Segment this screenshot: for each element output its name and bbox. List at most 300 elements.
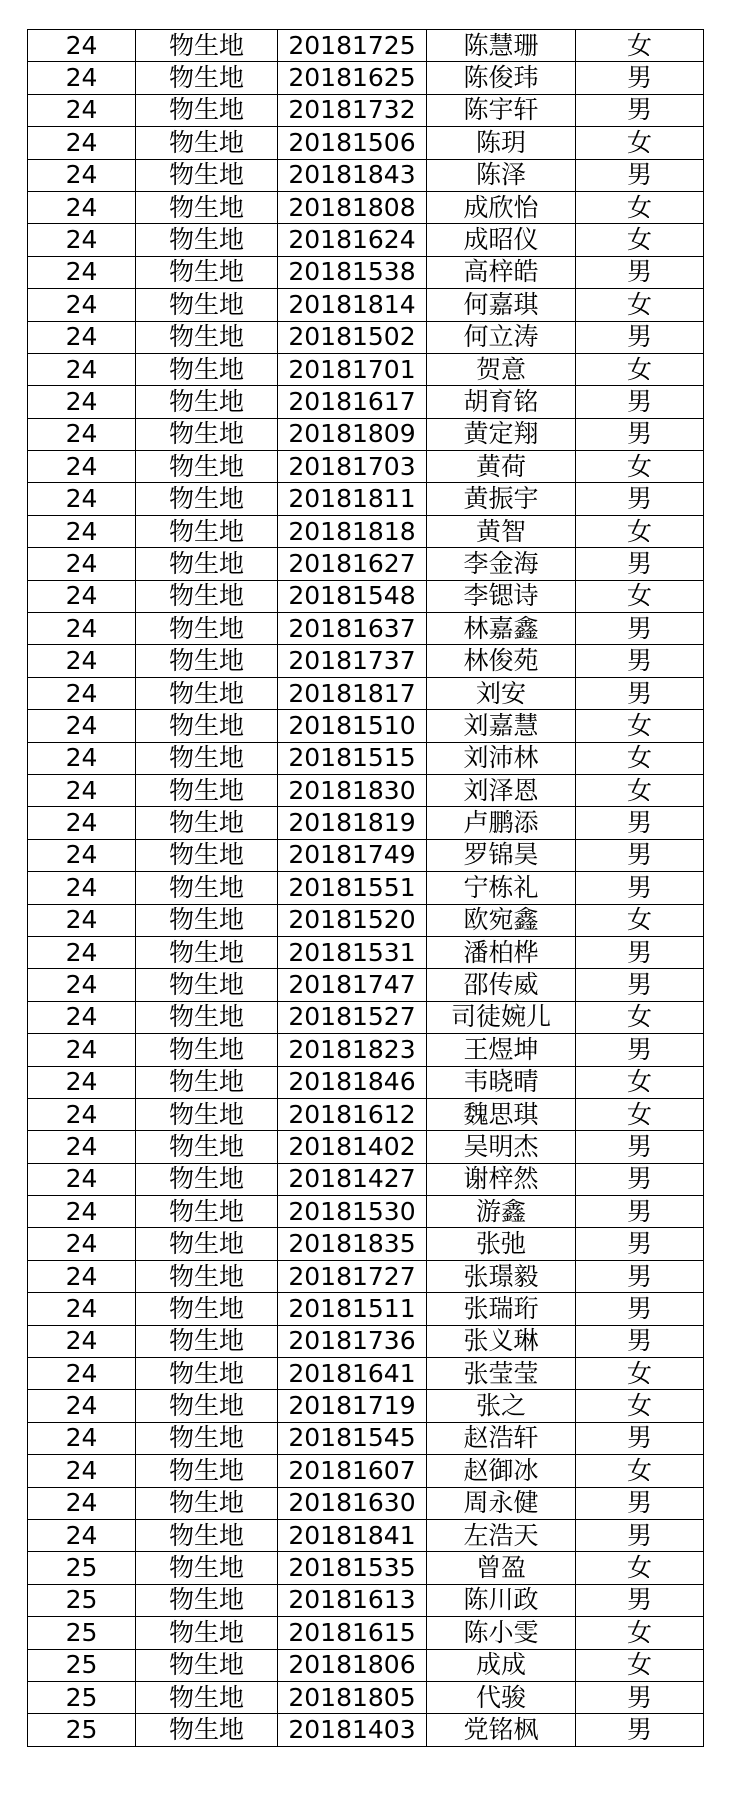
student-name-cell: 林俊苑	[427, 645, 576, 677]
subject-combo-cell: 物生地	[136, 580, 278, 612]
gender-cell: 女	[576, 1358, 704, 1390]
subject-combo-cell: 物生地	[136, 256, 278, 288]
subject-combo-cell: 物生地	[136, 839, 278, 871]
gender-cell: 男	[576, 321, 704, 353]
student-name-cell: 黄荷	[427, 451, 576, 483]
table-row	[28, 353, 704, 385]
student-name-cell: 陈川政	[427, 1584, 576, 1616]
student-name-cell: 陈宇轩	[427, 94, 576, 126]
gender-cell: 男	[576, 483, 704, 515]
student-name-cell: 吴明杰	[427, 1131, 576, 1163]
table-row	[28, 1681, 704, 1713]
student-name-cell: 成昭仪	[427, 224, 576, 256]
student-name-cell: 陈俊玮	[427, 62, 576, 94]
gender-cell: 女	[576, 191, 704, 223]
class-cell: 24	[28, 94, 136, 126]
class-cell: 25	[28, 1714, 136, 1746]
student-id-cell: 20181818	[278, 515, 427, 547]
class-cell: 25	[28, 1649, 136, 1681]
subject-combo-cell: 物生地	[136, 742, 278, 774]
student-id-cell: 20181538	[278, 256, 427, 288]
student-id-cell: 20181749	[278, 839, 427, 871]
student-id-cell: 20181402	[278, 1131, 427, 1163]
gender-cell: 男	[576, 548, 704, 580]
class-cell: 24	[28, 62, 136, 94]
student-name-cell: 陈慧珊	[427, 30, 576, 62]
gender-cell: 男	[576, 677, 704, 709]
class-cell: 24	[28, 1487, 136, 1519]
student-id-cell: 20181531	[278, 936, 427, 968]
student-name-cell: 黄定翔	[427, 418, 576, 450]
student-id-cell: 20181551	[278, 872, 427, 904]
student-id-cell: 20181809	[278, 418, 427, 450]
table-row	[28, 256, 704, 288]
class-cell: 24	[28, 451, 136, 483]
gender-cell: 女	[576, 1066, 704, 1098]
student-name-cell: 张璟毅	[427, 1260, 576, 1292]
student-name-cell: 王煜坤	[427, 1034, 576, 1066]
student-id-cell: 20181841	[278, 1519, 427, 1551]
class-cell: 24	[28, 1519, 136, 1551]
student-id-cell: 20181817	[278, 677, 427, 709]
table-row	[28, 580, 704, 612]
subject-combo-cell: 物生地	[136, 1487, 278, 1519]
student-id-cell: 20181617	[278, 386, 427, 418]
table-row	[28, 321, 704, 353]
table-row	[28, 1001, 704, 1033]
table-row	[28, 483, 704, 515]
class-cell: 24	[28, 969, 136, 1001]
class-cell: 24	[28, 1001, 136, 1033]
gender-cell: 女	[576, 451, 704, 483]
student-id-cell: 20181427	[278, 1163, 427, 1195]
class-cell: 24	[28, 1034, 136, 1066]
student-id-cell: 20181502	[278, 321, 427, 353]
student-id-cell: 20181612	[278, 1098, 427, 1130]
student-name-cell: 卢鹏添	[427, 807, 576, 839]
gender-cell: 女	[576, 742, 704, 774]
gender-cell: 女	[576, 1390, 704, 1422]
class-cell: 24	[28, 289, 136, 321]
student-name-cell: 党铭枫	[427, 1714, 576, 1746]
table-row	[28, 904, 704, 936]
table-row	[28, 677, 704, 709]
student-id-cell: 20181737	[278, 645, 427, 677]
table-row	[28, 1584, 704, 1616]
gender-cell: 女	[576, 1098, 704, 1130]
class-cell: 24	[28, 1358, 136, 1390]
table-row	[28, 1487, 704, 1519]
class-cell: 24	[28, 386, 136, 418]
table-row	[28, 645, 704, 677]
student-name-cell: 罗锦昊	[427, 839, 576, 871]
subject-combo-cell: 物生地	[136, 1034, 278, 1066]
table-row	[28, 1649, 704, 1681]
subject-combo-cell: 物生地	[136, 1649, 278, 1681]
table-row	[28, 742, 704, 774]
class-cell: 24	[28, 1228, 136, 1260]
gender-cell: 男	[576, 1228, 704, 1260]
roster-body	[28, 30, 704, 1747]
student-id-cell: 20181515	[278, 742, 427, 774]
table-row	[28, 936, 704, 968]
table-row	[28, 1617, 704, 1649]
student-id-cell: 20181725	[278, 30, 427, 62]
student-id-cell: 20181835	[278, 1228, 427, 1260]
class-cell: 24	[28, 321, 136, 353]
student-id-cell: 20181806	[278, 1649, 427, 1681]
table-row	[28, 159, 704, 191]
table-row	[28, 62, 704, 94]
student-name-cell: 刘泽恩	[427, 774, 576, 806]
student-name-cell: 张弛	[427, 1228, 576, 1260]
gender-cell: 男	[576, 1196, 704, 1228]
class-cell: 24	[28, 904, 136, 936]
class-cell: 24	[28, 1455, 136, 1487]
subject-combo-cell: 物生地	[136, 224, 278, 256]
table-row	[28, 191, 704, 223]
table-row	[28, 515, 704, 547]
class-cell: 24	[28, 256, 136, 288]
table-row	[28, 1519, 704, 1551]
table-row	[28, 1131, 704, 1163]
gender-cell: 女	[576, 1649, 704, 1681]
gender-cell: 男	[576, 62, 704, 94]
class-cell: 24	[28, 127, 136, 159]
student-name-cell: 高梓皓	[427, 256, 576, 288]
table-row	[28, 774, 704, 806]
student-name-cell: 左浩天	[427, 1519, 576, 1551]
class-cell: 24	[28, 710, 136, 742]
student-name-cell: 韦晓晴	[427, 1066, 576, 1098]
subject-combo-cell: 物生地	[136, 807, 278, 839]
gender-cell: 男	[576, 1260, 704, 1292]
gender-cell: 男	[576, 1163, 704, 1195]
gender-cell: 男	[576, 645, 704, 677]
subject-combo-cell: 物生地	[136, 1131, 278, 1163]
student-name-cell: 游鑫	[427, 1196, 576, 1228]
student-id-cell: 20181530	[278, 1196, 427, 1228]
student-id-cell: 20181747	[278, 969, 427, 1001]
gender-cell: 男	[576, 1681, 704, 1713]
class-cell: 24	[28, 1325, 136, 1357]
subject-combo-cell: 物生地	[136, 710, 278, 742]
table-row	[28, 127, 704, 159]
subject-combo-cell: 物生地	[136, 321, 278, 353]
student-name-cell: 张之	[427, 1390, 576, 1422]
subject-combo-cell: 物生地	[136, 645, 278, 677]
subject-combo-cell: 物生地	[136, 936, 278, 968]
subject-combo-cell: 物生地	[136, 1098, 278, 1130]
student-name-cell: 陈小雯	[427, 1617, 576, 1649]
gender-cell: 男	[576, 256, 704, 288]
student-id-cell: 20181732	[278, 94, 427, 126]
gender-cell: 女	[576, 774, 704, 806]
student-id-cell: 20181627	[278, 548, 427, 580]
class-cell: 24	[28, 677, 136, 709]
gender-cell: 女	[576, 580, 704, 612]
class-cell: 24	[28, 1131, 136, 1163]
table-row	[28, 1260, 704, 1292]
class-cell: 25	[28, 1617, 136, 1649]
table-row	[28, 224, 704, 256]
student-id-cell: 20181630	[278, 1487, 427, 1519]
student-id-cell: 20181637	[278, 613, 427, 645]
class-cell: 24	[28, 1066, 136, 1098]
class-cell: 24	[28, 580, 136, 612]
student-name-cell: 黄振宇	[427, 483, 576, 515]
student-name-cell: 张瑞珩	[427, 1293, 576, 1325]
table-row	[28, 451, 704, 483]
student-name-cell: 李锶诗	[427, 580, 576, 612]
student-id-cell: 20181811	[278, 483, 427, 515]
subject-combo-cell: 物生地	[136, 1066, 278, 1098]
student-id-cell: 20181808	[278, 191, 427, 223]
class-cell: 24	[28, 548, 136, 580]
subject-combo-cell: 物生地	[136, 1293, 278, 1325]
table-row	[28, 1455, 704, 1487]
table-row	[28, 807, 704, 839]
subject-combo-cell: 物生地	[136, 353, 278, 385]
student-id-cell: 20181535	[278, 1552, 427, 1584]
student-id-cell: 20181641	[278, 1358, 427, 1390]
student-name-cell: 潘柏桦	[427, 936, 576, 968]
student-name-cell: 欧宛鑫	[427, 904, 576, 936]
student-name-cell: 张莹莹	[427, 1358, 576, 1390]
subject-combo-cell: 物生地	[136, 1358, 278, 1390]
class-cell: 24	[28, 613, 136, 645]
student-id-cell: 20181624	[278, 224, 427, 256]
subject-combo-cell: 物生地	[136, 1163, 278, 1195]
student-id-cell: 20181520	[278, 904, 427, 936]
table-row	[28, 1325, 704, 1357]
class-cell: 24	[28, 30, 136, 62]
gender-cell: 男	[576, 936, 704, 968]
class-cell: 24	[28, 483, 136, 515]
gender-cell: 男	[576, 613, 704, 645]
student-name-cell: 宁栋礼	[427, 872, 576, 904]
class-cell: 24	[28, 645, 136, 677]
gender-cell: 男	[576, 807, 704, 839]
subject-combo-cell: 物生地	[136, 515, 278, 547]
class-cell: 25	[28, 1552, 136, 1584]
gender-cell: 男	[576, 1293, 704, 1325]
gender-cell: 女	[576, 289, 704, 321]
subject-combo-cell: 物生地	[136, 191, 278, 223]
student-name-cell: 成欣怡	[427, 191, 576, 223]
gender-cell: 女	[576, 1455, 704, 1487]
table-row	[28, 1228, 704, 1260]
subject-combo-cell: 物生地	[136, 1001, 278, 1033]
class-cell: 24	[28, 936, 136, 968]
subject-combo-cell: 物生地	[136, 94, 278, 126]
subject-combo-cell: 物生地	[136, 613, 278, 645]
student-name-cell: 刘嘉慧	[427, 710, 576, 742]
class-cell: 24	[28, 159, 136, 191]
gender-cell: 女	[576, 904, 704, 936]
class-cell: 24	[28, 515, 136, 547]
table-row	[28, 1714, 704, 1746]
student-id-cell: 20181736	[278, 1325, 427, 1357]
subject-combo-cell: 物生地	[136, 1714, 278, 1746]
subject-combo-cell: 物生地	[136, 30, 278, 62]
student-name-cell: 成成	[427, 1649, 576, 1681]
student-name-cell: 刘沛林	[427, 742, 576, 774]
class-cell: 24	[28, 839, 136, 871]
table-row	[28, 1098, 704, 1130]
student-name-cell: 赵浩轩	[427, 1422, 576, 1454]
student-id-cell: 20181814	[278, 289, 427, 321]
subject-combo-cell: 物生地	[136, 1584, 278, 1616]
subject-combo-cell: 物生地	[136, 1681, 278, 1713]
gender-cell: 女	[576, 1552, 704, 1584]
class-cell: 24	[28, 191, 136, 223]
student-id-cell: 20181548	[278, 580, 427, 612]
table-row	[28, 872, 704, 904]
student-name-cell: 代骏	[427, 1681, 576, 1713]
gender-cell: 男	[576, 1487, 704, 1519]
student-name-cell: 何立涛	[427, 321, 576, 353]
student-id-cell: 20181625	[278, 62, 427, 94]
table-row	[28, 1390, 704, 1422]
gender-cell: 女	[576, 1617, 704, 1649]
class-cell: 24	[28, 353, 136, 385]
student-id-cell: 20181843	[278, 159, 427, 191]
gender-cell: 男	[576, 1325, 704, 1357]
gender-cell: 男	[576, 386, 704, 418]
table-row	[28, 1034, 704, 1066]
gender-cell: 女	[576, 30, 704, 62]
student-name-cell: 谢梓然	[427, 1163, 576, 1195]
gender-cell: 男	[576, 94, 704, 126]
table-row	[28, 1293, 704, 1325]
class-cell: 24	[28, 807, 136, 839]
gender-cell: 女	[576, 353, 704, 385]
student-id-cell: 20181719	[278, 1390, 427, 1422]
subject-combo-cell: 物生地	[136, 62, 278, 94]
student-name-cell: 胡育铭	[427, 386, 576, 418]
gender-cell: 女	[576, 1001, 704, 1033]
student-name-cell: 张义琳	[427, 1325, 576, 1357]
table-row	[28, 30, 704, 62]
class-cell: 24	[28, 742, 136, 774]
table-row	[28, 418, 704, 450]
student-name-cell: 司徒婉儿	[427, 1001, 576, 1033]
table-row	[28, 94, 704, 126]
student-id-cell: 20181403	[278, 1714, 427, 1746]
student-id-cell: 20181727	[278, 1260, 427, 1292]
subject-combo-cell: 物生地	[136, 1455, 278, 1487]
subject-combo-cell: 物生地	[136, 418, 278, 450]
table-row	[28, 1422, 704, 1454]
gender-cell: 男	[576, 839, 704, 871]
subject-combo-cell: 物生地	[136, 1228, 278, 1260]
student-id-cell: 20181527	[278, 1001, 427, 1033]
gender-cell: 男	[576, 969, 704, 1001]
student-id-cell: 20181511	[278, 1293, 427, 1325]
class-cell: 24	[28, 418, 136, 450]
gender-cell: 男	[576, 1714, 704, 1746]
class-cell: 25	[28, 1681, 136, 1713]
student-id-cell: 20181823	[278, 1034, 427, 1066]
student-name-cell: 刘安	[427, 677, 576, 709]
gender-cell: 女	[576, 224, 704, 256]
student-name-cell: 周永健	[427, 1487, 576, 1519]
gender-cell: 男	[576, 418, 704, 450]
subject-combo-cell: 物生地	[136, 548, 278, 580]
subject-combo-cell: 物生地	[136, 386, 278, 418]
student-id-cell: 20181805	[278, 1681, 427, 1713]
student-id-cell: 20181510	[278, 710, 427, 742]
class-cell: 24	[28, 774, 136, 806]
subject-combo-cell: 物生地	[136, 969, 278, 1001]
table-row	[28, 1196, 704, 1228]
student-id-cell: 20181506	[278, 127, 427, 159]
student-id-cell: 20181545	[278, 1422, 427, 1454]
subject-combo-cell: 物生地	[136, 451, 278, 483]
student-id-cell: 20181613	[278, 1584, 427, 1616]
student-name-cell: 陈玥	[427, 127, 576, 159]
table-row	[28, 969, 704, 1001]
class-cell: 24	[28, 1163, 136, 1195]
class-cell: 24	[28, 1196, 136, 1228]
subject-combo-cell: 物生地	[136, 159, 278, 191]
student-name-cell: 何嘉琪	[427, 289, 576, 321]
subject-combo-cell: 物生地	[136, 1617, 278, 1649]
student-name-cell: 黄智	[427, 515, 576, 547]
class-cell: 24	[28, 1422, 136, 1454]
student-name-cell: 赵御冰	[427, 1455, 576, 1487]
gender-cell: 女	[576, 710, 704, 742]
student-roster-table	[27, 29, 704, 1747]
student-id-cell: 20181846	[278, 1066, 427, 1098]
subject-combo-cell: 物生地	[136, 872, 278, 904]
table-row	[28, 839, 704, 871]
student-id-cell: 20181703	[278, 451, 427, 483]
subject-combo-cell: 物生地	[136, 1260, 278, 1292]
subject-combo-cell: 物生地	[136, 774, 278, 806]
table-row	[28, 1358, 704, 1390]
subject-combo-cell: 物生地	[136, 1196, 278, 1228]
subject-combo-cell: 物生地	[136, 1422, 278, 1454]
gender-cell: 男	[576, 1519, 704, 1551]
subject-combo-cell: 物生地	[136, 483, 278, 515]
gender-cell: 男	[576, 159, 704, 191]
class-cell: 24	[28, 1293, 136, 1325]
gender-cell: 男	[576, 1422, 704, 1454]
subject-combo-cell: 物生地	[136, 677, 278, 709]
table-row	[28, 1066, 704, 1098]
table-row	[28, 1552, 704, 1584]
student-id-cell: 20181830	[278, 774, 427, 806]
class-cell: 24	[28, 872, 136, 904]
table-row	[28, 710, 704, 742]
table-row	[28, 386, 704, 418]
student-name-cell: 曾盈	[427, 1552, 576, 1584]
class-cell: 24	[28, 1390, 136, 1422]
subject-combo-cell: 物生地	[136, 1325, 278, 1357]
class-cell: 24	[28, 1098, 136, 1130]
student-name-cell: 魏思琪	[427, 1098, 576, 1130]
gender-cell: 男	[576, 872, 704, 904]
subject-combo-cell: 物生地	[136, 289, 278, 321]
gender-cell: 女	[576, 515, 704, 547]
table-row	[28, 1163, 704, 1195]
gender-cell: 女	[576, 127, 704, 159]
student-id-cell: 20181701	[278, 353, 427, 385]
class-cell: 24	[28, 1260, 136, 1292]
subject-combo-cell: 物生地	[136, 1390, 278, 1422]
